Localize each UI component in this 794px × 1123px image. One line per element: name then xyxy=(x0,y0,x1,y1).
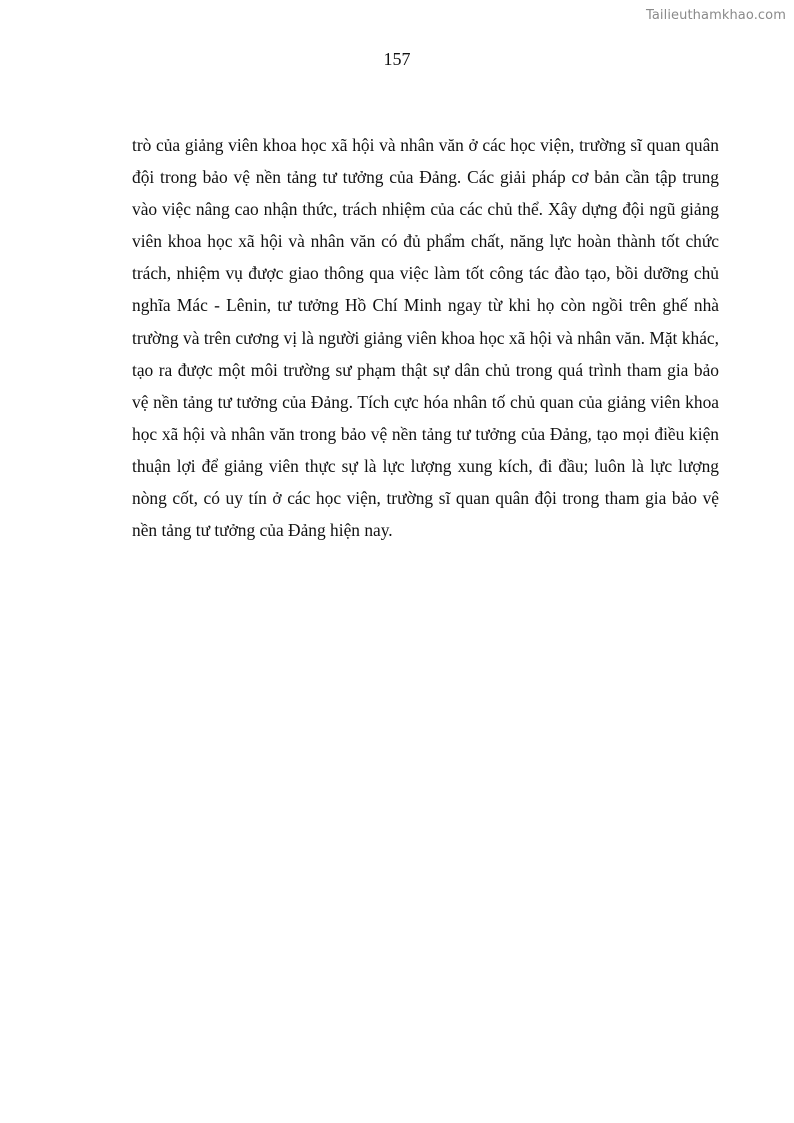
body-paragraph: trò của giảng viên khoa học xã hội và nhân văn ở các học viện, trường sĩ quan quân đội trong bảo vệ nền tảng tư tưởng của Đảng. Các giải pháp cơ bản cần tập trung vào việc nâng cao nhận thức, trách nhiệm của các chủ thể. Xây dựng đội ngũ giảng viên khoa học xã hội và nhân văn có đủ phẩm chất, năng lực hoàn thành tốt chức trách, nhiệm vụ được giao thông qua việc làm tốt công tác đào tạo, bồi dưỡng chủ nghĩa Mác - Lênin, tư tưởng Hồ Chí Minh ngay từ khi họ còn ngồi trên ghế nhà trường và trên cương vị là người giảng viên khoa học xã hội và nhân văn. Mặt khác, tạo ra được một môi trường sư phạm thật sự dân chủ trong quá trình tham gia bảo vệ nền tảng tư tưởng của Đảng. Tích cực hóa nhân tố chủ quan của giảng viên khoa học xã hội và nhân văn trong bảo vệ nền tảng tư tưởng của Đảng, tạo mọi điều kiện thuận lợi để giảng viên thực sự là lực lượng xung kích, đi đầu; luôn là lực lượng nòng cốt, có uy tín ở các học viện, trường sĩ quan quân đội trong tham gia bảo vệ nền tảng tư tưởng của Đảng hiện nay. xyxy=(132,135,719,541)
watermark: Tailieuthamkhao.com xyxy=(645,8,786,23)
page-number: 157 xyxy=(383,49,411,69)
